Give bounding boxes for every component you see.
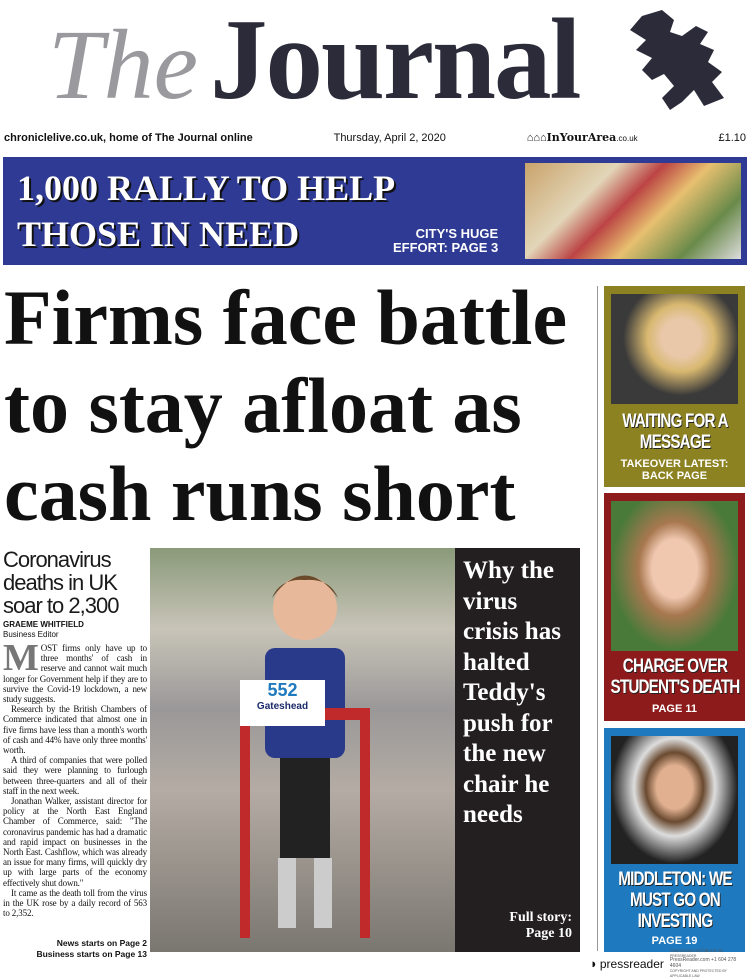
feature-headline: Why the virus crisis has halted Teddy's push for the new chair he needs	[463, 557, 561, 828]
panel-sub: PAGE 19	[651, 935, 698, 947]
masthead-the: The	[48, 9, 198, 120]
masthead	[0, 0, 750, 122]
teddy-photo	[150, 548, 455, 952]
website-link[interactable]: chroniclelive.co.uk, home of The Journal online	[4, 131, 253, 144]
banner-promo[interactable]	[3, 157, 747, 265]
lead-headline: Firms face battle to stay afloat as cash runs short	[4, 274, 568, 537]
lion-logo-icon	[612, 6, 737, 114]
panel-headline: MIDDLETON: WE MUST GO ON INVESTING	[617, 869, 732, 932]
child-walker-illustration	[220, 558, 390, 948]
drop-cap: M	[3, 637, 39, 679]
issue-date: Thursday, April 2, 2020	[333, 131, 446, 144]
student-portrait-photo	[611, 501, 738, 651]
middleton-portrait-photo	[611, 736, 738, 864]
pressreader-footer[interactable]: ◗ pressreader PRINTED AND DISTRIBUTED BY PRESSREADER PressReader.com +1 604 278 4604 COPYRIGHT AND PROTECTED BY APPLICABLE LAW	[590, 949, 737, 978]
sidebar-panel-charge[interactable]	[604, 493, 745, 721]
price: £1.10	[718, 131, 746, 144]
inyourarea-logo: ⌂⌂⌂InYourArea.co.uk	[526, 131, 638, 144]
info-bar	[4, 131, 746, 144]
panel-headline: WAITING FOR A MESSAGE	[621, 411, 728, 453]
feature-box[interactable]	[455, 548, 580, 952]
sidebar-panel-middleton[interactable]	[604, 728, 745, 952]
banner-headline: 1,000 RALLY TO HELP THOSE IN NEED	[17, 168, 396, 254]
story-body: MOST firms only have up to three months' of cash in reserve and cannot wait much longer for Government help if they are to survive the Covid-19 lockdown, a new study suggests. Research by the British Chambers of Commerce indicated that almost one in five firms have less than a month's worth of cash and 44% have only three months' worth. A third of companies that were polled said they were planning to furlough between three-quarters and all of their staff in the next week. Jonathan Walker, assistant director for policy at the North East England Chamber of Commerce, said: "The coronavirus pandemic has had a dramatic and rapid impact on businesses in the North East. Cashflow, which was already an issue for many firms, will quickly dry up with large parts of the economy effectively shut down." It came as the death toll from the virus in the UK rose by a daily record of 563 to 2,352.	[3, 637, 147, 919]
food-donations-photo	[525, 163, 741, 259]
section-nav: News starts on Page 2 Business starts on Page 13	[36, 938, 147, 959]
feature-footer: Full story: Page 10	[509, 910, 572, 941]
panel-headline: CHARGE OVER STUDENT'S DEATH	[610, 656, 739, 698]
masthead-journal: Journal	[210, 0, 580, 123]
story-subhead: Coronavirus deaths in UK soar to 2,300	[3, 547, 119, 618]
pressreader-logo-icon: ◗	[590, 956, 598, 971]
woman-phone-photo	[611, 294, 738, 404]
house-icon: ⌂⌂⌂	[526, 132, 547, 144]
race-bib: 552 Gateshead	[240, 680, 325, 726]
panel-sub: TAKEOVER LATEST: BACK PAGE	[620, 458, 729, 482]
sidebar-panel-takeover[interactable]	[604, 286, 745, 487]
column-divider	[597, 286, 598, 951]
banner-sub: CITY'S HUGE EFFORT: PAGE 3	[393, 226, 499, 255]
byline: GRAEME WHITFIELD Business Editor	[3, 620, 84, 639]
panel-sub: PAGE 11	[651, 703, 698, 715]
